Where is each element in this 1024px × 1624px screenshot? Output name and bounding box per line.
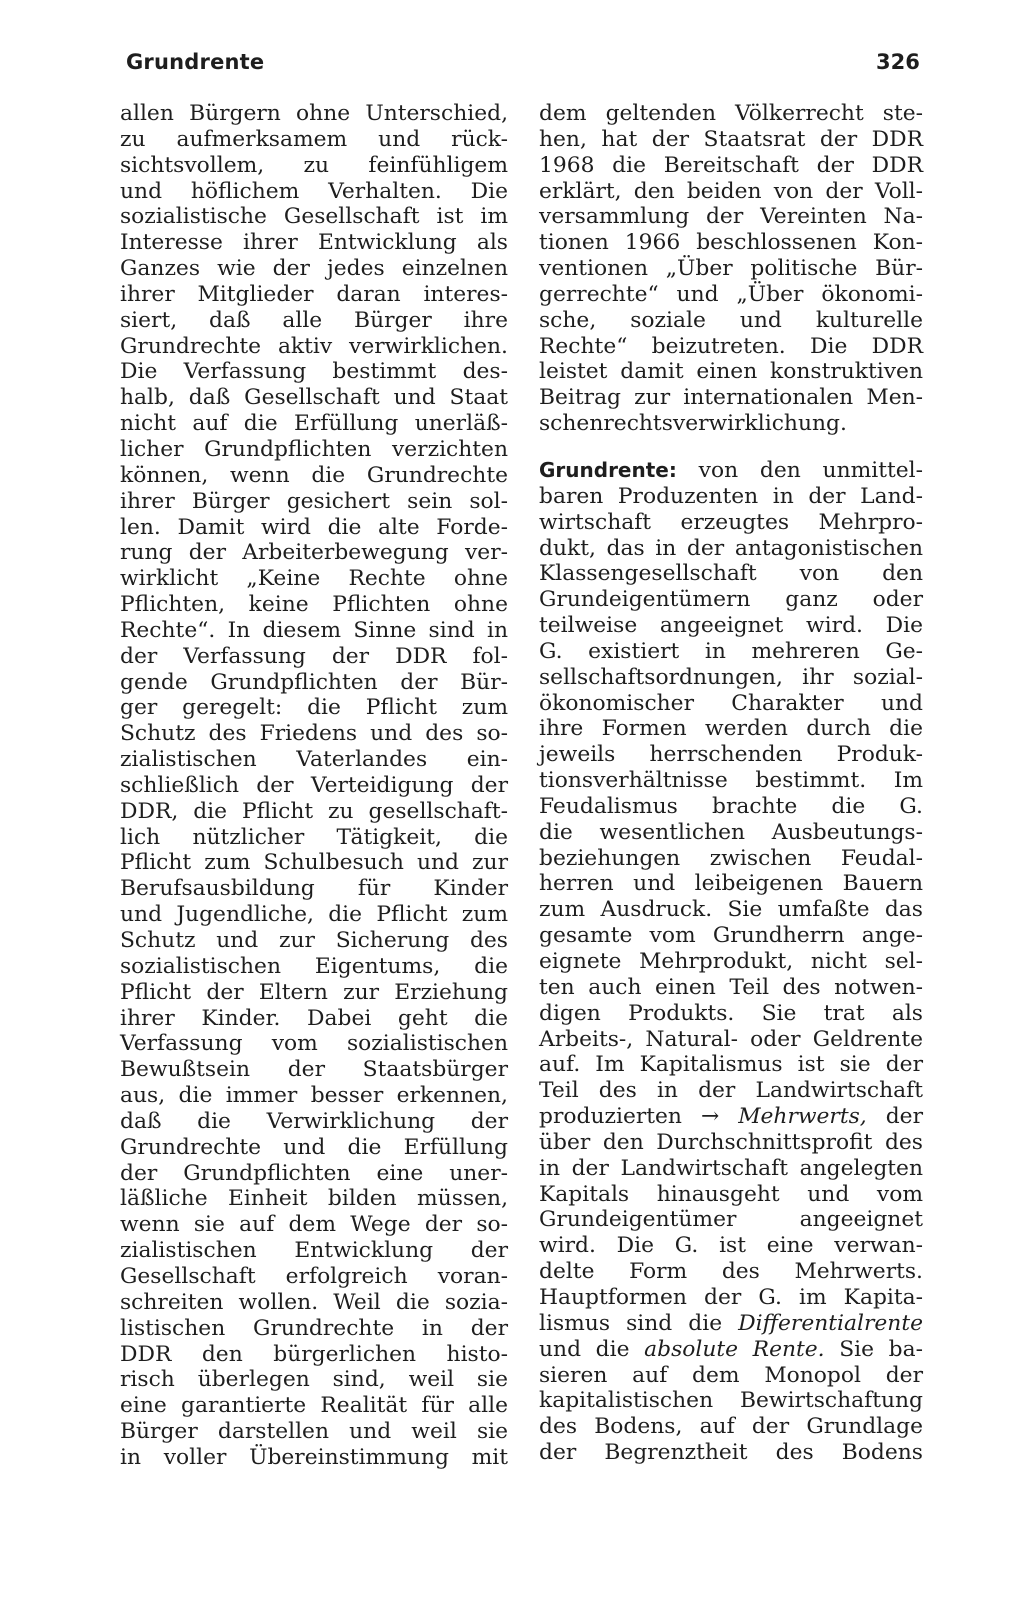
text-line: Pflichten, keine Pflichten ohne bbox=[120, 592, 508, 618]
page-number: 326 bbox=[876, 50, 920, 74]
text-line: schreiten wollen. Weil die sozia- bbox=[120, 1289, 508, 1315]
text-line: die wesentlichen Ausbeutungs- bbox=[539, 819, 923, 845]
text-line: Beitrag zur internationalen Men- bbox=[539, 385, 923, 411]
text-line: herren und leibeigenen Bauern bbox=[539, 871, 923, 897]
italic-term: Differentialrente bbox=[738, 1310, 923, 1336]
paragraph-gap bbox=[539, 437, 923, 458]
text-line: tionsverhältnisse bestimmt. Im bbox=[539, 768, 923, 794]
text-line: Interesse ihrer Entwicklung als bbox=[120, 230, 508, 256]
text-fragment: und die bbox=[539, 1336, 645, 1362]
text-line: lich nützlicher Tätigkeit, die bbox=[120, 824, 508, 850]
text-line: jeweils herrschenden Produk- bbox=[539, 742, 923, 768]
text-line: sellschaftsordnungen, ihr sozial- bbox=[539, 664, 923, 690]
text-line: sichtsvollem, zu feinfühligem bbox=[120, 152, 508, 178]
text-line: versammlung der Vereinten Na- bbox=[539, 204, 923, 230]
text-line: und höflichem Verhalten. Die bbox=[120, 178, 508, 204]
text-line: gesamte vom Grundherrn ange- bbox=[539, 923, 923, 949]
text-line: Hauptformen der G. im Kapita- bbox=[539, 1284, 923, 1310]
text-line: wirklicht „Keine Rechte ohne bbox=[120, 566, 508, 592]
text-line: DDR, die Pflicht zu gesellschaft- bbox=[120, 798, 508, 824]
text-line: G. existiert in mehreren Ge- bbox=[539, 638, 923, 664]
text-line: schenrechtsverwirklichung. bbox=[539, 411, 847, 437]
text-line: zum Ausdruck. Sie umfaßte das bbox=[539, 897, 923, 923]
text-line: Bewußtsein der Staatsbürger bbox=[120, 1057, 508, 1083]
text-line: zialistischen Entwicklung der bbox=[120, 1238, 508, 1264]
text-line: hen, hat der Staatsrat der DDR bbox=[539, 126, 923, 152]
text-line: digen Produkts. Sie trat als bbox=[539, 1000, 923, 1026]
absolute-rente-line bbox=[539, 1337, 923, 1363]
text-line: ten auch einen Teil des notwen- bbox=[539, 974, 923, 1000]
differential-rente-line bbox=[539, 1311, 923, 1337]
text-fragment: Sie ba- bbox=[824, 1336, 923, 1362]
text-line: eine garantierte Realität für alle bbox=[120, 1393, 508, 1419]
text-fragment: lismus sind die bbox=[539, 1310, 739, 1336]
text-line: Die Verfassung bestimmt des- bbox=[120, 359, 508, 385]
text-line: baren Produzenten in der Land- bbox=[539, 483, 923, 509]
text-line: ihre Formen werden durch die bbox=[539, 716, 923, 742]
text-line: ihrer Kinder. Dabei geht die bbox=[120, 1005, 508, 1031]
right-column bbox=[539, 101, 923, 1466]
text-line: Pflicht der Eltern zur Erziehung bbox=[120, 979, 508, 1005]
text-line: Teil des in der Landwirtschaft bbox=[539, 1078, 923, 1104]
text-line: Kapitals hinausgeht und vom bbox=[539, 1181, 923, 1207]
text-line: dukt, das in der antagonistischen bbox=[539, 535, 923, 561]
text-line: Verfassung vom sozialistischen bbox=[120, 1031, 508, 1057]
text-line: Schutz und zur Sicherung des bbox=[120, 928, 508, 953]
text-line: halb, daß Gesellschaft und Staat bbox=[120, 385, 508, 411]
text-line: auf. Im Kapitalismus ist sie der bbox=[539, 1052, 923, 1078]
text-line: Grundeigentümern ganz oder bbox=[539, 587, 923, 613]
text-line: ihrer Bürger gesichert sein sol- bbox=[120, 488, 508, 514]
entry-keyword: Grundrente: bbox=[539, 457, 677, 482]
text-line: erklärt, den beiden von der Voll- bbox=[539, 178, 923, 204]
text-line: allen Bürgern ohne Unterschied, bbox=[120, 101, 508, 126]
text-fragment: der bbox=[866, 1104, 923, 1130]
text-line: Rechte“ beizutreten. Die DDR bbox=[539, 333, 923, 359]
text-line: licher Grundpflichten verzichten bbox=[120, 436, 508, 462]
text-line: gerrechte“ und „Über ökonomi- bbox=[539, 281, 923, 307]
text-line: Rechte“. In diesem Sinne sind in bbox=[120, 617, 508, 643]
text-line: Grundrechte und die Erfüllung bbox=[120, 1134, 508, 1160]
text-line: über den Durchschnittsprofit des bbox=[539, 1129, 923, 1155]
text-line: Berufsausbildung für Kinder bbox=[120, 876, 508, 902]
text-line: DDR den bürgerlichen histo- bbox=[120, 1341, 508, 1367]
text-line: nicht auf die Erfüllung unerläß- bbox=[120, 411, 508, 437]
text-line: Klassengesellschaft von den bbox=[539, 561, 923, 587]
text-line: läßliche Einheit bilden müssen, bbox=[120, 1186, 508, 1212]
text-line: sche, soziale und kulturelle bbox=[539, 307, 923, 333]
text-line: Gesellschaft erfolgreich voran- bbox=[120, 1263, 508, 1289]
text-line: können, wenn die Grundrechte bbox=[120, 462, 508, 488]
text-line: ökonomischer Charakter und bbox=[539, 690, 923, 716]
text-line: Grundeigentümer angeeignet bbox=[539, 1207, 923, 1233]
text-line: in der Landwirtschaft angelegten bbox=[539, 1155, 923, 1181]
text-line: Feudalismus brachte die G. bbox=[539, 793, 923, 819]
text-line: leistet damit einen konstruktiven bbox=[539, 359, 923, 385]
text-line: kapitalistischen Bewirtschaftung bbox=[539, 1388, 923, 1414]
text-line: sozialistische Gesellschaft ist im bbox=[120, 204, 508, 230]
text-line: der Begrenztheit des Bodens bbox=[539, 1440, 923, 1466]
text-line: in voller Übereinstimmung mit bbox=[120, 1444, 508, 1470]
text-line: der Verfassung der DDR fol- bbox=[120, 643, 508, 669]
italic-term: absolute Rente. bbox=[644, 1336, 825, 1362]
text-line: Arbeits-, Natural- oder Geldrente bbox=[539, 1026, 923, 1052]
text-line: risch überlegen sind, weil sie bbox=[120, 1367, 508, 1393]
text-line: Pflicht zum Schulbesuch und zur bbox=[120, 850, 508, 876]
text-line: ihrer Mitglieder daran interes- bbox=[120, 281, 508, 307]
text-line: schließlich der Verteidigung der bbox=[120, 772, 508, 798]
text-line: Ganzes wie der jedes einzelnen bbox=[120, 256, 508, 282]
text-line: wirtschaft erzeugtes Mehrpro- bbox=[539, 509, 923, 535]
text-line: sozialistischen Eigentums, die bbox=[120, 953, 508, 979]
text-line: 1968 die Bereitschaft der DDR bbox=[539, 152, 923, 178]
text-line: rung der Arbeiterbewegung ver- bbox=[120, 540, 508, 566]
text-line: dem geltenden Völkerrecht ste- bbox=[539, 101, 923, 126]
text-line: listischen Grundrechte in der bbox=[120, 1315, 508, 1341]
text-line: aus, die immer besser erkennen, bbox=[120, 1083, 508, 1109]
text-line: teilweise angeeignet wird. Die bbox=[539, 613, 923, 639]
text-line: des Bodens, auf der Grundlage bbox=[539, 1414, 923, 1440]
text-fragment: produzierten → bbox=[539, 1104, 739, 1130]
text-line: zialistischen Vaterlandes ein- bbox=[120, 747, 508, 773]
text-fragment: von den unmittel- bbox=[676, 457, 923, 483]
text-line: der Grundpflichten eine uner- bbox=[120, 1160, 508, 1186]
text-line: zu aufmerksamem und rück- bbox=[120, 126, 508, 152]
text-line: Schutz des Friedens und des so- bbox=[120, 721, 508, 747]
text-line: eignete Mehrprodukt, nicht sel- bbox=[539, 949, 923, 974]
text-line: siert, daß alle Bürger ihre bbox=[120, 307, 508, 333]
text-line: wenn sie auf dem Wege der so- bbox=[120, 1212, 508, 1238]
mehrwert-line bbox=[539, 1104, 923, 1130]
text-line: len. Damit wird die alte Forde- bbox=[120, 514, 508, 540]
text-line: und Jugendliche, die Pflicht zum bbox=[120, 902, 508, 928]
left-column bbox=[120, 101, 508, 1471]
text-line: sieren auf dem Monopol der bbox=[539, 1362, 923, 1388]
text-line: ventionen „Über politische Bür- bbox=[539, 256, 923, 282]
text-line: ger geregelt: die Pflicht zum bbox=[120, 695, 508, 721]
text-line: wird. Die G. ist eine verwan- bbox=[539, 1233, 923, 1259]
cross-reference-link[interactable]: Mehrwerts, bbox=[738, 1104, 867, 1130]
entry-first-line bbox=[539, 458, 923, 484]
text-line: delte Form des Mehrwerts. bbox=[539, 1259, 923, 1285]
text-line: daß die Verwirklichung der bbox=[120, 1108, 508, 1134]
text-line: tionen 1966 beschlossenen Kon- bbox=[539, 230, 923, 256]
text-line: Grundrechte aktiv verwirklichen. bbox=[120, 333, 508, 359]
text-line: beziehungen zwischen Feudal- bbox=[539, 845, 923, 871]
text-line: Bürger darstellen und weil sie bbox=[120, 1419, 508, 1445]
text-line: gende Grundpflichten der Bür- bbox=[120, 669, 508, 695]
running-head: Grundrente bbox=[126, 50, 265, 74]
